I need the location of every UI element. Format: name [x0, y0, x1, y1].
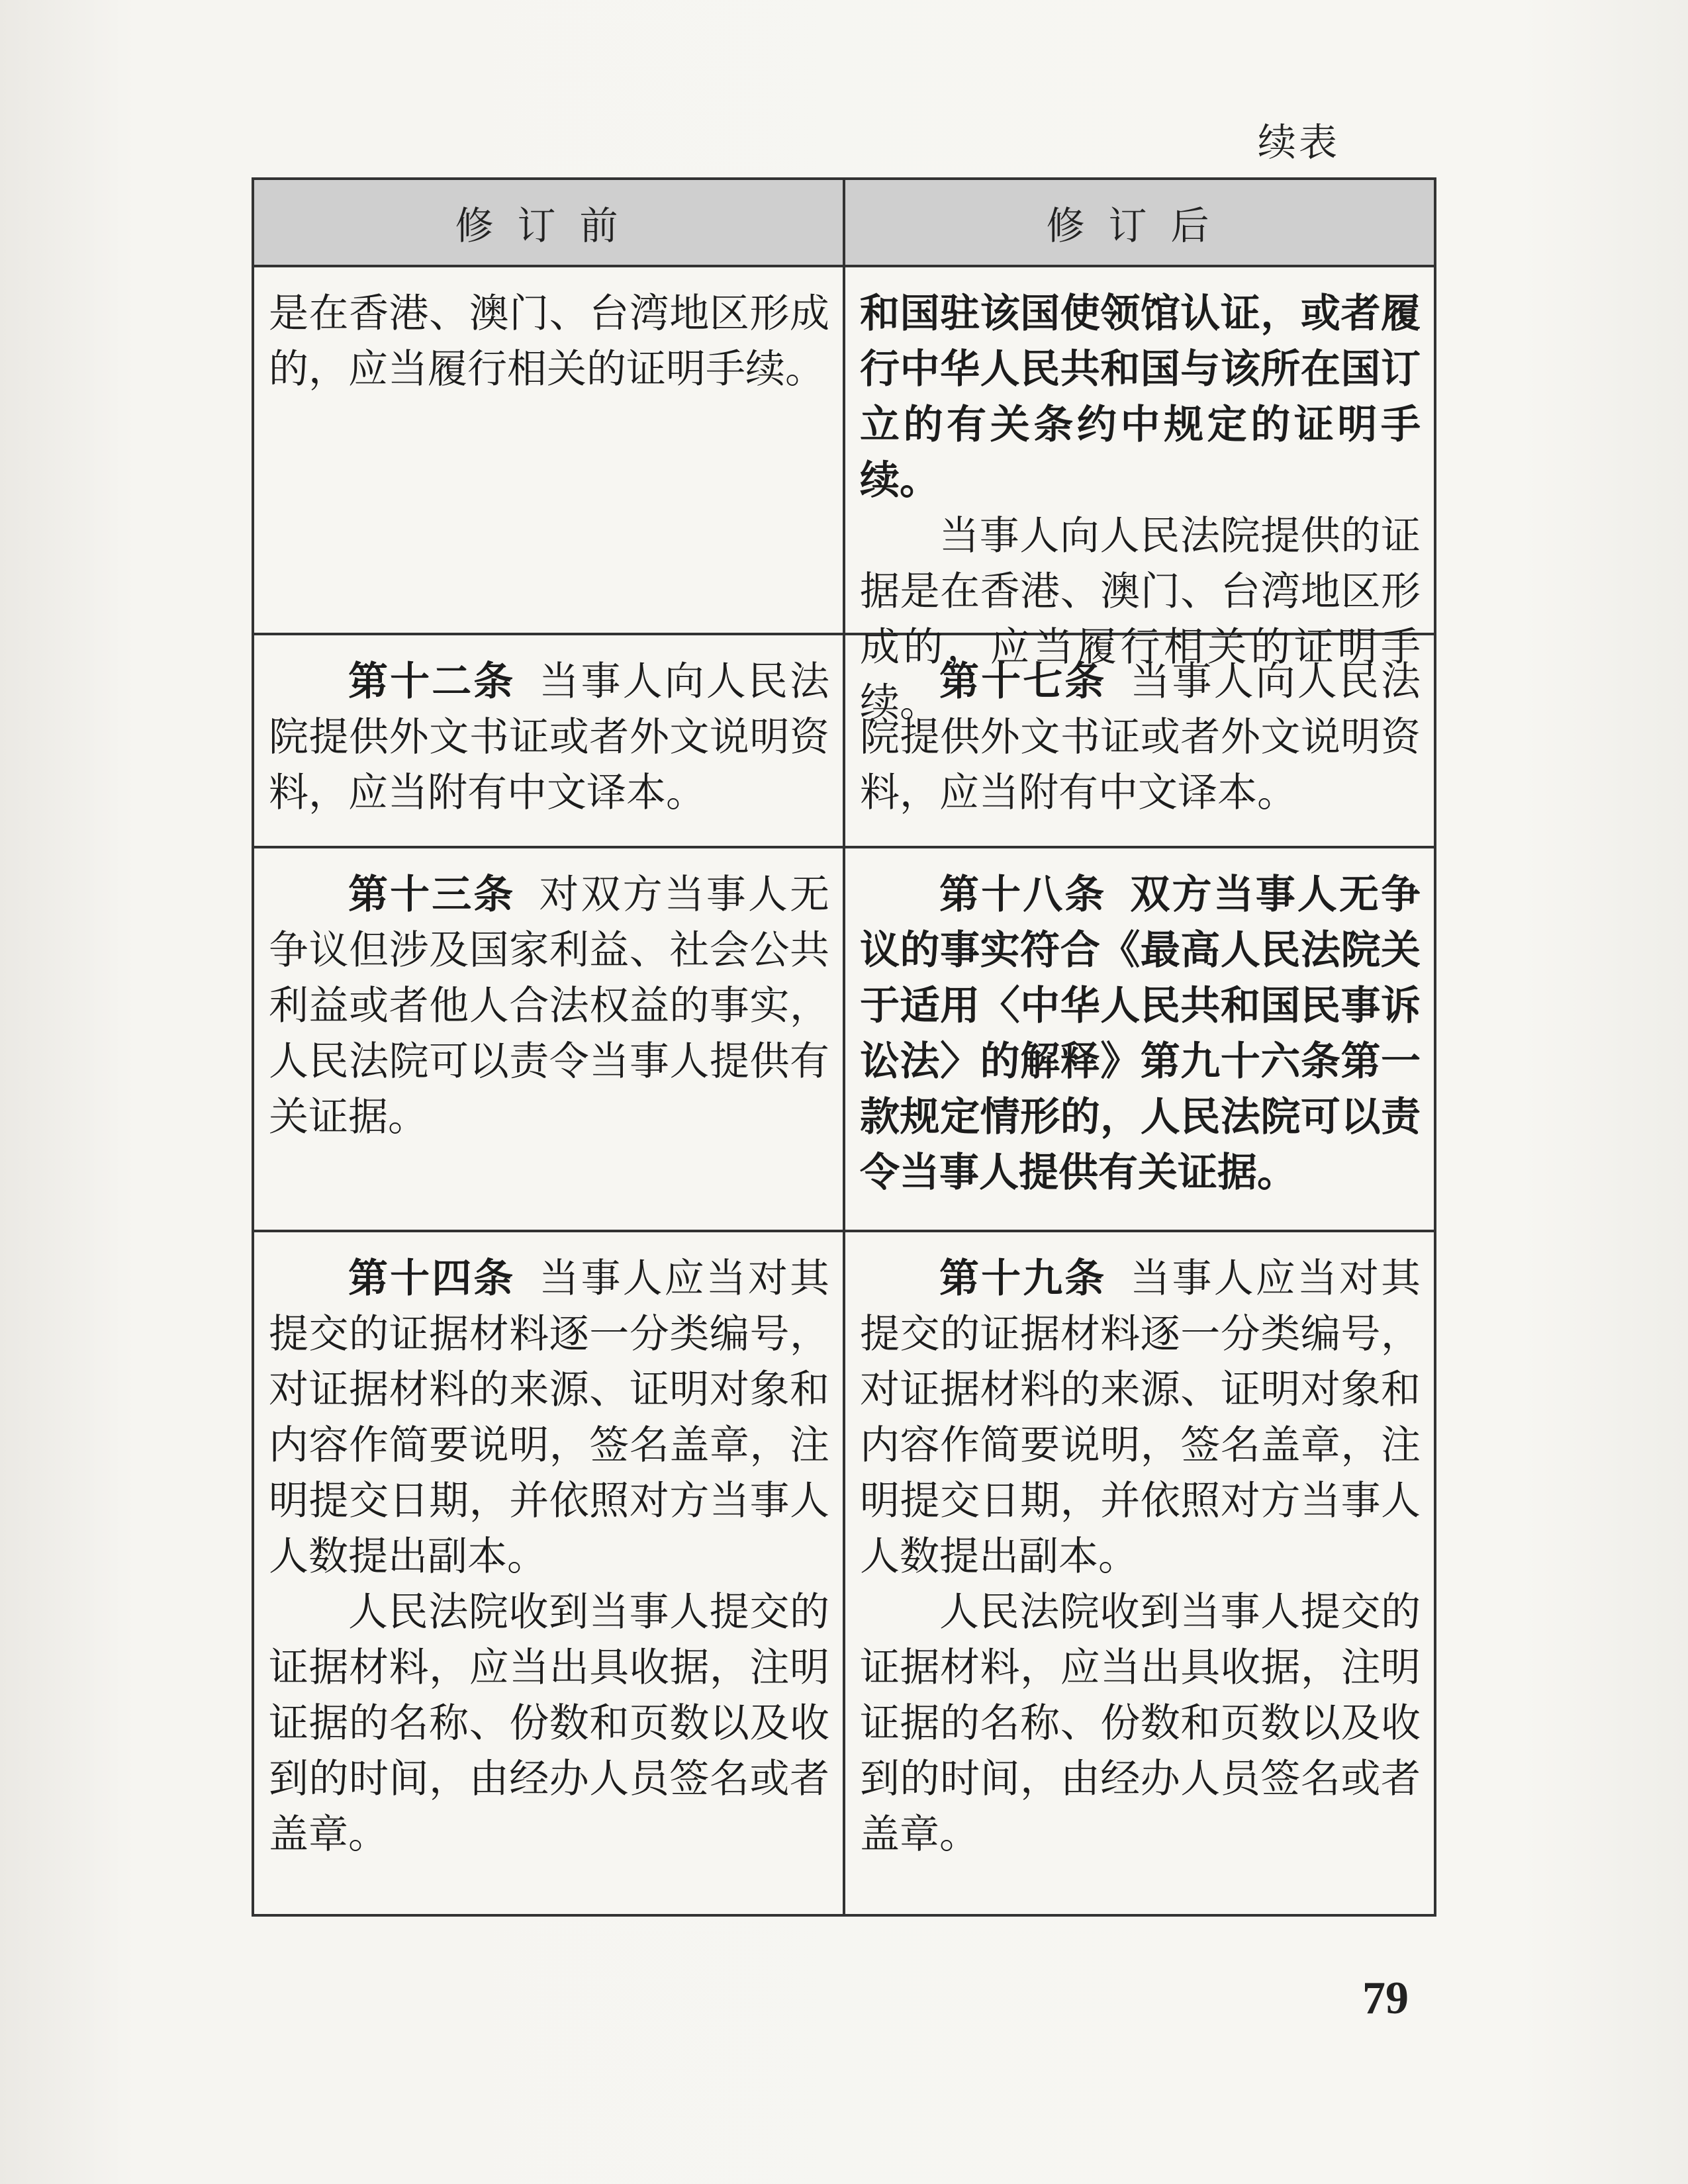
header-before-revision: 修订前 — [254, 180, 845, 265]
table-row — [254, 848, 1434, 1232]
paragraph — [269, 867, 829, 1145]
paragraph: 人民法院收到当事人提交的证据材料，应当出具收据，注明证据的名称、份数和页数以及收到的时间，由经办人员签名或者盖章。 — [269, 1589, 829, 1858]
paragraph — [860, 1251, 1421, 1584]
page-number: 79 — [1362, 1973, 1409, 2024]
article-text: 对双方当事人无争议但涉及国家利益、社会公共利益或者他人合法权益的事实，人民法院可以责令当事人提供有关证据。 — [269, 872, 830, 1140]
paragraph: 人民法院收到当事人提交的证据材料，应当出具收据，注明证据的名称、份数和页数以及收到的时间，由经办人员签名或者盖章。 — [860, 1589, 1421, 1858]
article-text: 当事人应当对其提交的证据材料逐一分类编号，对证据材料的来源、证明对象和内容作简要说明，签名盖章，注明提交日期，并依照对方当事人人数提出副本。 — [860, 1255, 1421, 1580]
table-row — [254, 635, 1434, 848]
article-number: 第十八条 — [939, 872, 1107, 918]
table-row — [254, 1232, 1434, 1914]
article-text: 双方当事人无争议的事实符合《最高人民法院关于适用〈中华人民共和国民事诉讼法〉的解释》第九十六条第一款规定情形的，人民法院可以责令当事人提供有关证据。 — [860, 872, 1421, 1196]
article-text: 当事人向人民法院提供外文书证或者外文说明资料，应当附有中文译本。 — [860, 659, 1421, 816]
article-number: 第十二条 — [348, 659, 516, 705]
paragraph: 和国驻该国使领馆认证，或者履行中华人民共和国与该所在国订立的有关条约中规定的证明手续。 — [860, 291, 1421, 504]
cell-after — [845, 635, 1434, 846]
article-text: 当事人向人民法院提供外文书证或者外文说明资料，应当附有中文译本。 — [269, 659, 830, 816]
cell-before — [254, 848, 845, 1230]
cell-before — [254, 1232, 845, 1914]
paragraph — [269, 654, 829, 821]
cell-after — [845, 848, 1434, 1230]
article-text: 当事人应当对其提交的证据材料逐一分类编号，对证据材料的来源、证明对象和内容作简要说明，签名盖章，注明提交日期，并依照对方当事人人数提出副本。 — [269, 1255, 830, 1580]
article-number: 第十九条 — [939, 1255, 1107, 1302]
paragraph — [860, 867, 1421, 1201]
header-after-revision: 修订后 — [1046, 203, 1233, 248]
cell-before — [254, 635, 845, 846]
revision-comparison-table — [252, 177, 1436, 1917]
cell-before — [254, 267, 845, 633]
paragraph: 当事人向人民法院提供的证据是在香港、澳门、台湾地区形成的，应当履行相关的证明手续。 — [860, 513, 1421, 726]
table-header-row — [254, 180, 1434, 267]
article-number: 第十四条 — [348, 1255, 516, 1302]
article-number: 第十七条 — [939, 659, 1107, 705]
paragraph: 是在香港、澳门、台湾地区形成的，应当履行相关的证明手续。 — [269, 291, 829, 392]
paragraph — [860, 654, 1421, 821]
article-number: 第十三条 — [348, 872, 516, 918]
cell-after — [845, 1232, 1434, 1914]
paragraph — [269, 1251, 829, 1584]
continued-table-label: 续表 — [1258, 120, 1340, 165]
